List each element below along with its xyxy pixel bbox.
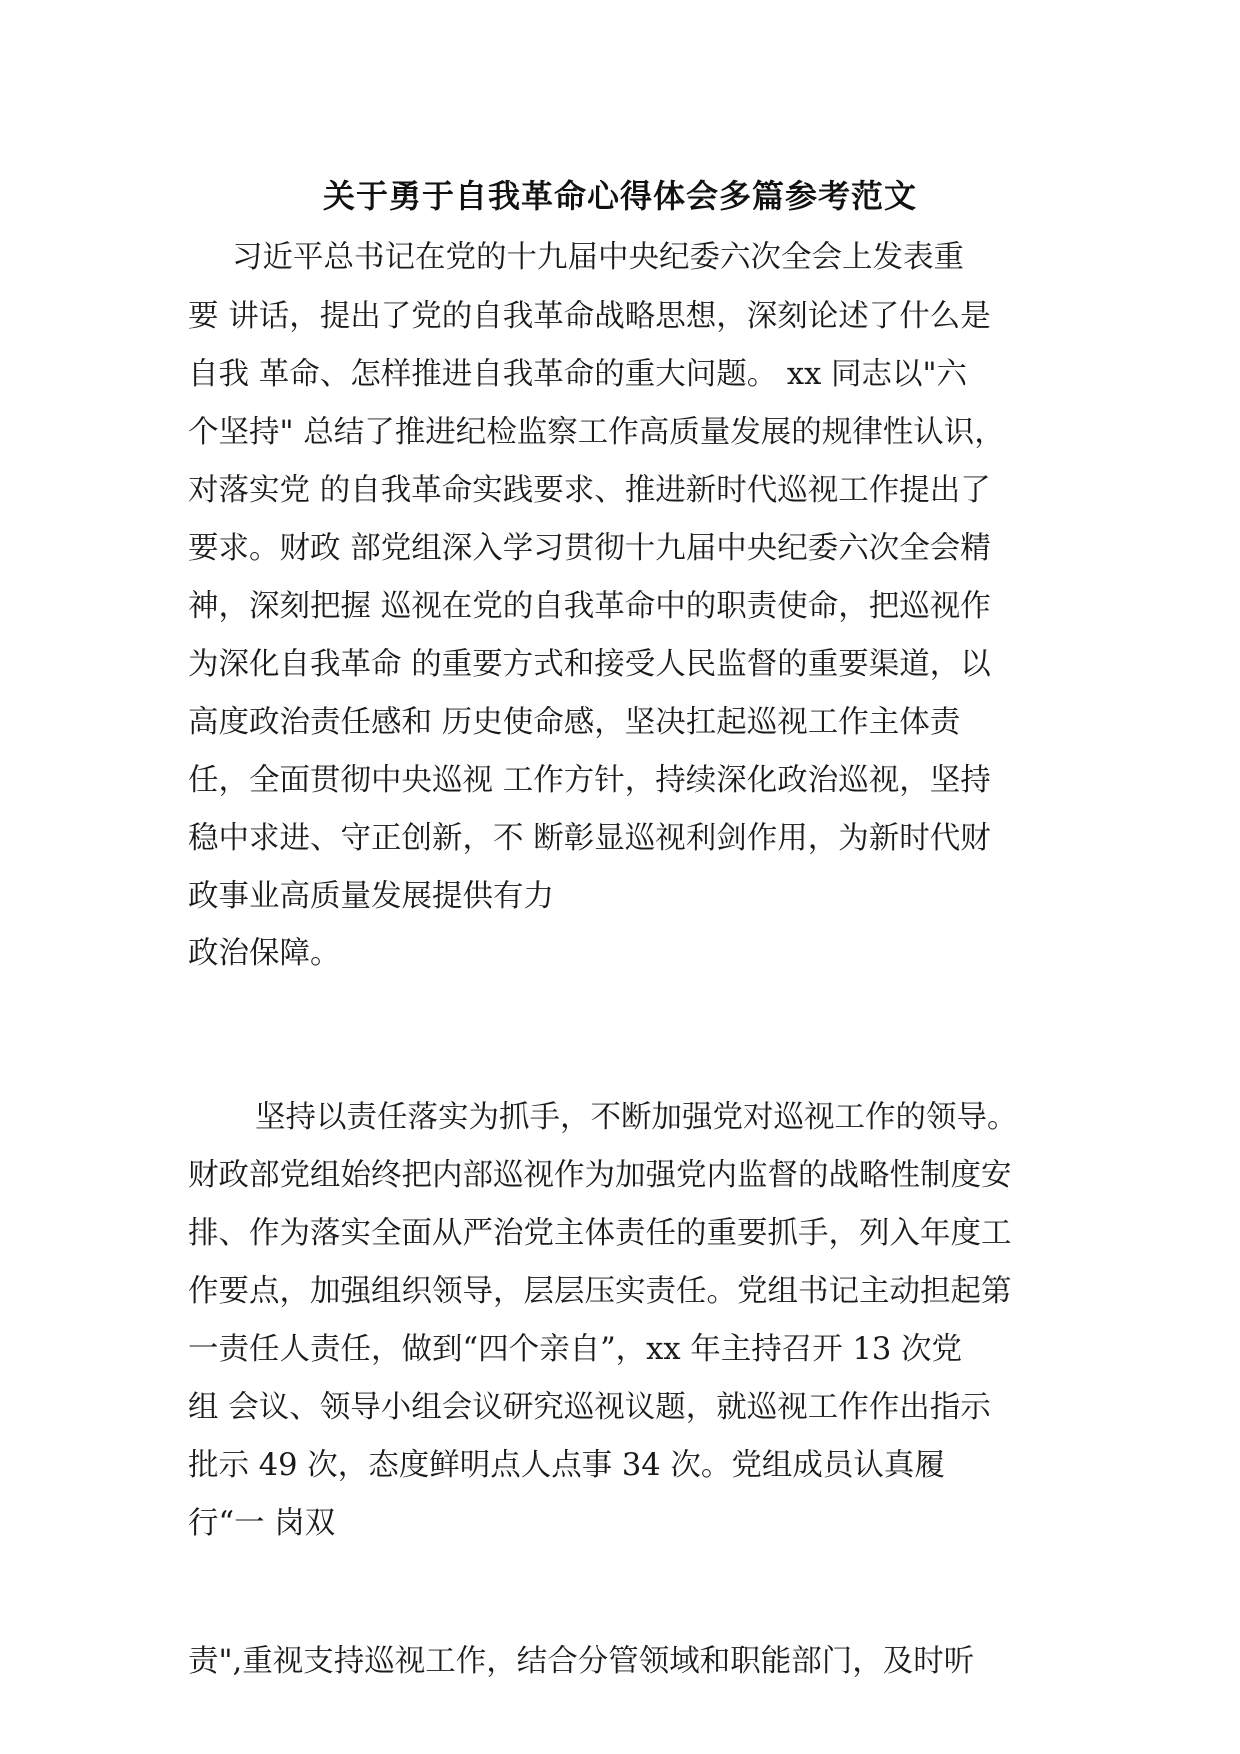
paragraph-1-line-2: 要 讲话，提出了党的自我革命战略思想，深刻论述了什么是 <box>188 299 991 334</box>
paragraph-1-line-1: 习近平总书记在党的十九届中央纪委六次全会上发表重 <box>232 240 964 275</box>
paragraph-2-line-1: 政治保障。 <box>188 936 341 971</box>
paragraph-1-line-6: 要求。财政 部党组深入学习贯彻十九届中央纪委六次全会精 <box>188 531 991 566</box>
paragraph-1-line-3: 自我 革命、怎样推进自我革命的重大问题。 xx 同志以"六 <box>188 357 968 392</box>
paragraph-3-line-6: 组 会议、领导小组会议研究巡视议题，就巡视工作作出指示 <box>188 1390 991 1425</box>
paragraph-1-line-4: 个坚持" 总结了推进纪检监察工作高质量发展的规律性认识， <box>188 415 1005 450</box>
paragraph-4-line-1: 责",重视支持巡视工作，结合分管领域和职能部门，及时听 <box>188 1644 975 1679</box>
paragraph-3-line-5: 一责任人责任，做到“四个亲自”，xx 年主持召开 13 次党 <box>188 1332 962 1367</box>
paragraph-3-line-7: 批示 49 次，态度鲜明点人点事 34 次。党组成员认真履 <box>188 1448 945 1483</box>
paragraph-1-line-10: 任，全面贯彻中央巡视 工作方针，持续深化政治巡视，坚持 <box>188 763 991 798</box>
paragraph-1-line-9: 高度政治责任感和 历史使命感，坚决扛起巡视工作主体责 <box>188 705 961 740</box>
paragraph-1-line-8: 为深化自我革命 的重要方式和接受人民监督的重要渠道，以 <box>188 647 991 682</box>
paragraph-3-line-3: 排、作为落实全面从严治党主体责任的重要抓手，列入年度工 <box>188 1216 1012 1251</box>
paragraph-1-line-11: 稳中求进、守正创新，不 断彰显巡视利剑作用，为新时代财 <box>188 821 991 856</box>
document-title: 关于勇于自我革命心得体会多篇参考范文 <box>322 177 917 215</box>
paragraph-3-line-8: 行“一 岗双 <box>188 1506 336 1541</box>
paragraph-1-line-12: 政事业高质量发展提供有力 <box>188 879 554 914</box>
paragraph-3-line-2: 财政部党组始终把内部巡视作为加强党内监督的战略性制度安 <box>188 1158 1012 1193</box>
paragraph-1-line-5: 对落实党 的自我革命实践要求、推进新时代巡视工作提出了 <box>188 473 991 508</box>
paragraph-3-line-1: 坚持以责任落实为抓手，不断加强党对巡视工作的领导。 <box>255 1100 1018 1135</box>
paragraph-1-line-7: 神，深刻把握 巡视在党的自我革命中的职责使命，把巡视作 <box>188 589 991 624</box>
paragraph-3-line-4: 作要点，加强组织领导，层层压实责任。党组书记主动担起第 <box>188 1274 1012 1309</box>
